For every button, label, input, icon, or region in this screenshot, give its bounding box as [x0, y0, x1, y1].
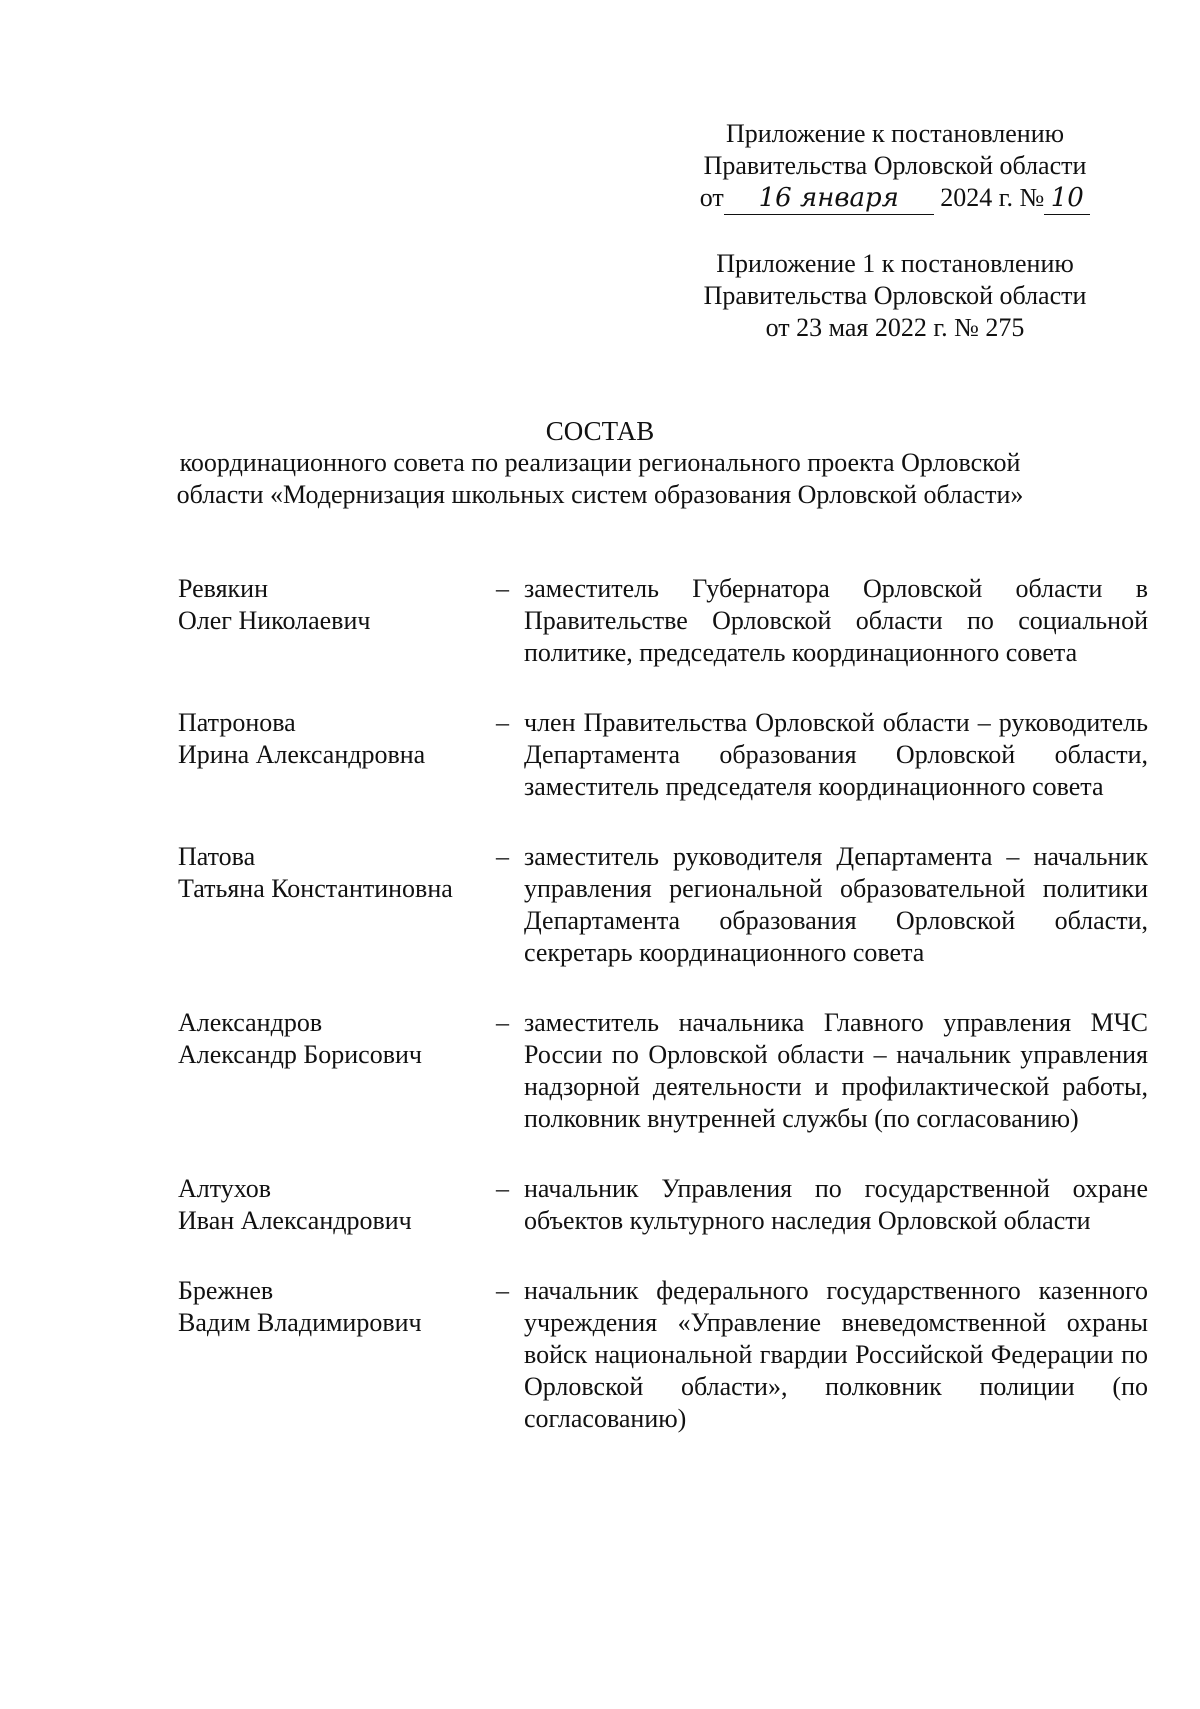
member-surname: Патова: [178, 842, 256, 871]
member-surname: Александров: [178, 1008, 323, 1037]
handwritten-number: 10: [1044, 182, 1090, 215]
member-role: заместитель Губернатора Орловской области в Правительстве Орловской области по социальной политике, председатель координационного совета: [524, 574, 1148, 667]
member-role: начальник Управления по государственной охране объектов культурного наследия Орловской области: [524, 1174, 1148, 1235]
members-list: [178, 573, 1148, 1473]
member-given-name: Вадим Владимирович: [178, 1308, 422, 1337]
date-prefix: от: [699, 183, 724, 212]
member-name: [178, 1275, 488, 1339]
member-surname: Ревякин: [178, 574, 269, 603]
document-title: [150, 415, 1050, 511]
title-subtitle-line-2: области «Модернизация школьных систем образования Орловской области»: [176, 480, 1024, 509]
member-dash: –: [496, 1008, 509, 1037]
member-name: [178, 1007, 488, 1071]
member-name: [178, 573, 488, 637]
member-name: [178, 707, 488, 771]
member-surname: Патронова: [178, 708, 296, 737]
member-dash: –: [496, 1174, 509, 1203]
header2-line-3: от 23 мая 2022 г. № 275: [765, 313, 1025, 342]
member-dash: –: [496, 574, 509, 603]
member-dash: –: [496, 1276, 509, 1305]
member-given-name: Татьяна Константиновна: [178, 874, 453, 903]
title-subtitle-line-1: координационного совета по реализации регионального проекта Орловской: [179, 448, 1021, 477]
handwritten-date: 16 января: [724, 182, 934, 215]
member-name: [178, 1173, 488, 1237]
member-entry: [178, 1173, 1148, 1237]
member-surname: Брежнев: [178, 1276, 274, 1305]
member-role: начальник федерального государственного казенного учреждения «Управление вневедомственной охраны войск национальной гвардии Российской Федерации по Орловской области», полковник полиции (по согласованию): [524, 1276, 1148, 1433]
member-entry: [178, 573, 1148, 669]
member-name: [178, 841, 488, 905]
title-main: СОСТАВ: [545, 416, 655, 446]
header-line-1: Приложение к постановлению: [725, 119, 1065, 148]
member-entry: [178, 707, 1148, 803]
member-given-name: Ирина Александровна: [178, 740, 426, 769]
header-date-line: [660, 182, 1130, 215]
member-given-name: Олег Николаевич: [178, 606, 371, 635]
header-line-2: Правительства Орловской области: [703, 151, 1087, 180]
member-given-name: Александр Борисович: [178, 1040, 422, 1069]
member-given-name: Иван Александрович: [178, 1206, 412, 1235]
member-role: заместитель руководителя Департамента – начальник управления региональной образовательной политики Департамента образования Орловской области, секретарь координационного совета: [524, 842, 1148, 967]
member-entry: [178, 1007, 1148, 1135]
header2-line-2: Правительства Орловской области: [703, 281, 1087, 310]
member-role: член Правительства Орловской области – руководитель Департамента образования Орловской области, заместитель председателя координационного совета: [524, 708, 1148, 801]
header2-line-1: Приложение 1 к постановлению: [716, 249, 1074, 278]
attachment-header: [660, 118, 1130, 215]
year-text: 2024 г. №: [940, 183, 1045, 212]
member-entry: [178, 841, 1148, 969]
member-entry: [178, 1275, 1148, 1435]
member-role: заместитель начальника Главного управления МЧС России по Орловской области – начальник управления надзорной деятельности и профилактической работы, полковник внутренней службы (по согласованию): [524, 1008, 1148, 1133]
original-attachment-header: [660, 248, 1130, 344]
member-surname: Алтухов: [178, 1174, 272, 1203]
member-dash: –: [496, 708, 509, 737]
member-dash: –: [496, 842, 509, 871]
